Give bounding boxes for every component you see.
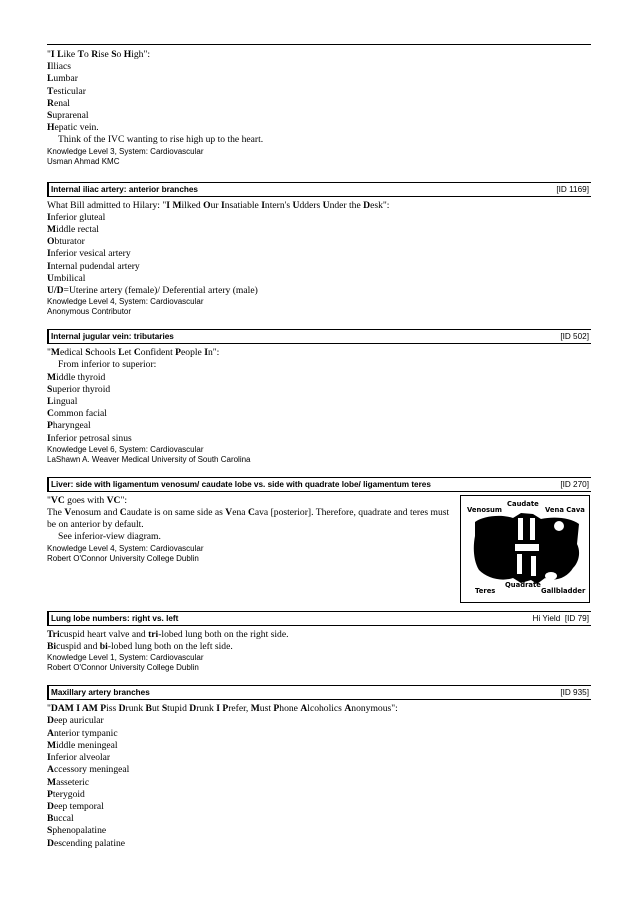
list-item-rest: nferior vesical artery <box>50 248 131 260</box>
list-item-rest: lliacs <box>50 61 71 73</box>
list-item <box>47 122 591 134</box>
list-item-initial: U <box>47 272 54 284</box>
list-item-rest: nternal pudendal artery <box>50 260 140 272</box>
liver-author: Robert O'Connor University College Dublin <box>47 553 199 563</box>
list-item <box>47 813 591 825</box>
list-item-rest: asseteric <box>56 776 90 788</box>
iliac-section <box>47 200 591 318</box>
list-item <box>47 408 591 420</box>
list-item-rest: enal <box>53 97 70 109</box>
list-item <box>47 740 591 752</box>
header-bar <box>47 183 49 196</box>
list-item-initial: L <box>47 396 54 408</box>
liver-fissure <box>531 556 536 576</box>
list-item <box>47 728 591 740</box>
list-item-initial: M <box>47 224 57 236</box>
liver-meta: Knowledge Level 4, System: Cardiovascular <box>47 543 204 553</box>
iliac-id: [ID 1169] <box>556 184 589 194</box>
list-item <box>47 777 591 789</box>
list-item <box>47 110 591 122</box>
list-item-rest: eep temporal <box>53 800 104 812</box>
list-item <box>47 420 591 432</box>
list-item <box>47 61 591 73</box>
list-item-rest: ommon facial <box>53 408 107 420</box>
label-teres: Teres <box>475 586 496 595</box>
list-item-initial: M <box>47 739 57 751</box>
page <box>47 44 591 850</box>
list-item-rest: escending palatine <box>53 837 126 849</box>
list-item <box>47 273 591 285</box>
list-item-rest: nferior petrosal sinus <box>50 432 132 444</box>
label-gallbladder: Gallbladder <box>541 586 586 595</box>
ivc-meta: Knowledge Level 3, System: Cardiovascular <box>47 146 204 156</box>
jugular-id: [ID 502] <box>560 332 589 342</box>
list-item-rest: iddle thyroid <box>56 371 106 383</box>
maxillary-title: Maxillary artery branches <box>51 688 150 698</box>
list-item <box>47 715 591 727</box>
ivc-list <box>47 61 591 134</box>
list-item-initial: P <box>47 788 53 800</box>
list-item-initial: I <box>47 752 51 764</box>
maxillary-mnemonic: "DAM I AM Piss Drunk But Stupid Drunk I Prefer, Must Phone Alcoholics Anonymous": <box>47 703 398 715</box>
ivc-note: Think of the IVC wanting to rise high up to the heart. <box>58 134 264 146</box>
label-caudate: Caudate <box>507 499 539 508</box>
list-item <box>47 764 591 776</box>
liver-title: Liver: side with ligamentum venosum/ caudate lobe vs. side with quadrate lobe/ ligamentum teres <box>51 479 431 489</box>
list-item-rest: haryngeal <box>52 420 91 432</box>
list-item-rest: phenopalatine <box>52 825 107 837</box>
liver-fissure <box>518 518 523 540</box>
list-item <box>47 384 591 396</box>
list-item-rest: esticular <box>53 85 86 97</box>
list-item-rest: iddle rectal <box>56 224 99 236</box>
list-item-initial: O <box>47 236 55 248</box>
iliac-title: Internal iliac artery: anterior branches <box>51 184 198 194</box>
iliac-header[interactable] <box>47 182 591 197</box>
maxillary-id: [ID 935] <box>560 688 589 698</box>
list-item-initial: B <box>47 813 54 825</box>
list-item-initial: A <box>47 727 54 739</box>
list-item <box>47 285 591 297</box>
list-item-initial: R <box>47 97 54 109</box>
lung-section <box>47 629 591 673</box>
list-item <box>47 236 591 248</box>
jugular-title: Internal jugular vein: tributaries <box>51 332 174 342</box>
jugular-author: LaShawn A. Weaver Medical University of South Carolina <box>47 454 251 464</box>
maxillary-list <box>47 715 591 849</box>
list-item-initial: I <box>47 432 51 444</box>
list-item-initial: A <box>47 764 54 776</box>
header-bar <box>47 612 49 625</box>
list-item <box>47 825 591 837</box>
lung-title: Lung lobe numbers: right vs. left <box>51 613 179 623</box>
list-item-rest: uccal <box>53 813 74 825</box>
header-bar <box>47 686 49 699</box>
jugular-section <box>47 347 591 465</box>
list-item-initial: T <box>47 85 54 97</box>
vena-cava-mark <box>554 521 564 531</box>
list-item-initial: P <box>47 420 53 432</box>
jugular-list <box>47 372 591 445</box>
lung-line-2: Bicuspid and bi-lobed lung both on the left side. <box>47 641 233 653</box>
liver-section <box>47 495 591 606</box>
list-item-initial: I <box>47 260 51 272</box>
list-item-rest: epatic vein. <box>54 122 99 134</box>
iliac-author: Anonymous Contributor <box>47 307 132 317</box>
gallbladder-mark <box>545 572 557 580</box>
lung-header[interactable] <box>47 611 591 626</box>
list-item <box>47 789 591 801</box>
list-item <box>47 98 591 110</box>
list-item <box>47 212 591 224</box>
list-item <box>47 372 591 384</box>
list-item-initial: D <box>47 715 54 727</box>
lung-id: [ID 79] <box>564 613 589 623</box>
label-venosum: Venosum <box>467 505 502 514</box>
iliac-mnemonic: What Bill admitted to Hilary: "I Milked Our Insatiable Intern's Udders Under the Desk": <box>47 199 390 211</box>
iliac-list <box>47 212 591 297</box>
liver-porta <box>515 544 539 551</box>
maxillary-section <box>47 703 591 849</box>
list-item-initial: L <box>47 73 54 85</box>
list-item-initial: D <box>47 800 54 812</box>
liver-diagram-svg <box>461 496 589 602</box>
list-item-initial: M <box>47 776 57 788</box>
ivc-mnemonic: "I Like To Rise So High": <box>47 49 151 60</box>
list-item <box>47 248 591 260</box>
list-item-rest: uperior thyroid <box>52 383 111 395</box>
list-item-initial: I <box>47 248 51 260</box>
liver-note: See inferior-view diagram. <box>58 531 161 543</box>
lung-meta: Knowledge Level 1, System: Cardiovascular <box>47 653 204 663</box>
header-bar <box>47 330 49 343</box>
list-item-rest: bturator <box>54 236 85 248</box>
list-item-initial: C <box>47 408 54 420</box>
list-item-rest: ccessory meningeal <box>53 764 130 776</box>
lung-author: Robert O'Connor University College Dublin <box>47 663 199 673</box>
list-item-initial: S <box>47 383 53 395</box>
jugular-meta: Knowledge Level 6, System: Cardiovascular <box>47 444 204 454</box>
liver-header[interactable] <box>47 477 591 492</box>
liver-explanation: The Venosum and Caudate is on same side as Vena Cava [posterior]. Therefore, quadrate and teres must be on anterior by default. <box>47 507 450 531</box>
list-item-initial: I <box>47 211 51 223</box>
liver-id: [ID 270] <box>560 479 589 489</box>
iliac-meta: Knowledge Level 4, System: Cardiovascular <box>47 297 204 307</box>
list-item-rest: nferior alveolar <box>50 752 111 764</box>
list-item-rest: mbilical <box>53 272 86 284</box>
list-item <box>47 224 591 236</box>
list-item-rest: nterior tympanic <box>53 727 118 739</box>
list-item-initial: D <box>47 837 54 849</box>
list-item <box>47 801 591 813</box>
lung-line-1: Tricuspid heart valve and tri-lobed lung both on the right side. <box>47 628 289 640</box>
list-item-initial: S <box>47 110 53 122</box>
list-item-rest: terygoid <box>52 788 85 800</box>
list-item-initial: S <box>47 825 53 837</box>
list-item-rest: uprarenal <box>52 110 89 122</box>
lung-id-group <box>533 614 591 623</box>
list-item-rest: ingual <box>53 396 78 408</box>
list-item-rest: nferior gluteal <box>50 211 106 223</box>
list-item <box>47 838 591 850</box>
list-item-initial: H <box>47 122 55 134</box>
maxillary-header[interactable] <box>47 685 591 700</box>
list-item-rest: =Uterine artery (female)/ Deferential artery (male) <box>63 285 258 297</box>
ivc-author: Usman Ahmad KMC <box>47 156 120 166</box>
lung-hi-yield-badge: Hi Yield <box>532 613 561 623</box>
liver-fissure <box>530 518 535 540</box>
list-item <box>47 752 591 764</box>
list-item-initial: I <box>47 61 51 73</box>
list-item <box>47 433 591 445</box>
ivc-section <box>47 44 591 167</box>
liver-mnemonic: "VC goes with VC": <box>47 494 128 506</box>
jugular-header[interactable] <box>47 329 591 344</box>
list-item <box>47 261 591 273</box>
list-item-rest: umbar <box>53 73 78 85</box>
liver-inferior-view-diagram <box>460 495 590 603</box>
label-vena-cava: Vena Cava <box>545 505 585 514</box>
jugular-note: From inferior to superior: <box>58 359 157 371</box>
list-item-initial: M <box>47 371 57 383</box>
jugular-mnemonic: "Medical Schools Let Confident People In": <box>47 347 220 359</box>
list-item-initial: U/D <box>47 285 64 297</box>
liver-fissure <box>517 554 522 574</box>
list-item-rest: eep auricular <box>53 715 104 727</box>
label-quadrate: Quadrate <box>505 580 541 589</box>
header-bar <box>47 478 49 491</box>
list-item <box>47 73 591 85</box>
list-item <box>47 86 591 98</box>
list-item <box>47 396 591 408</box>
list-item-rest: iddle meningeal <box>56 739 118 751</box>
